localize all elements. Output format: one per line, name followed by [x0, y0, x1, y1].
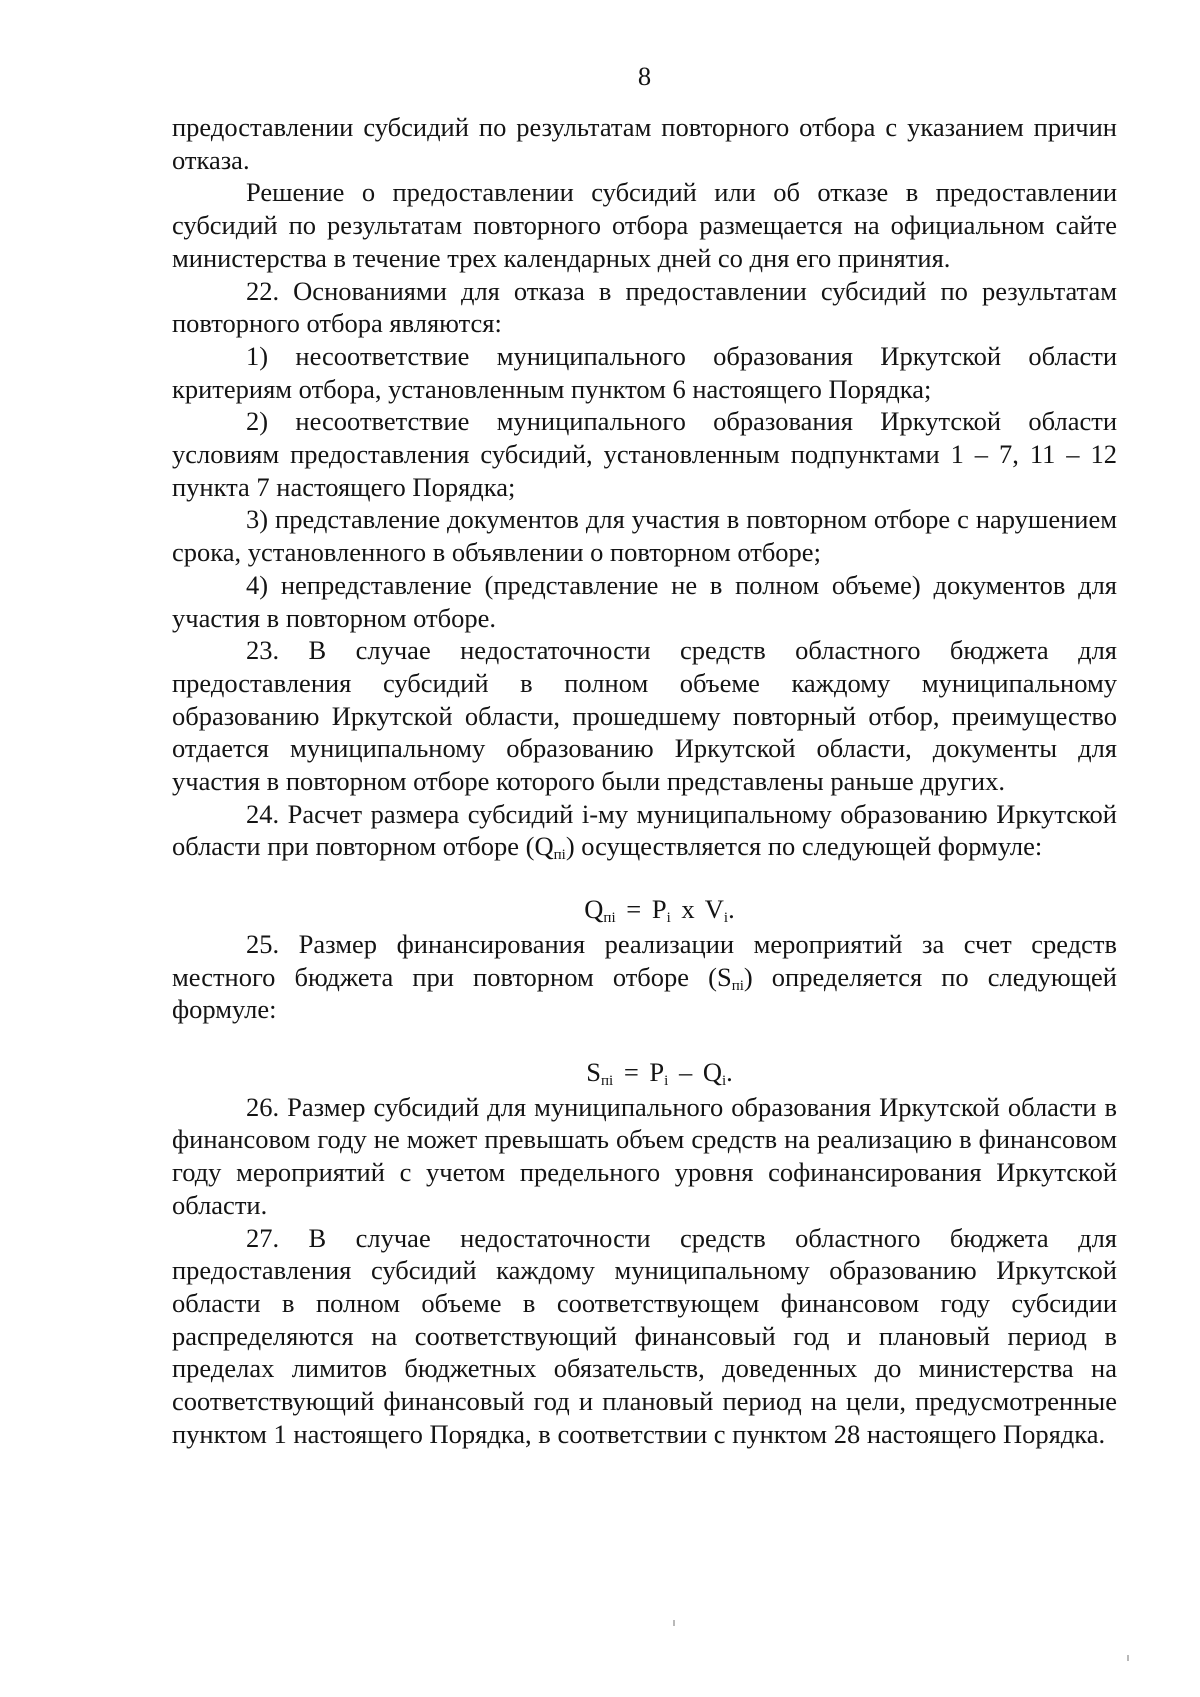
formula-q-v: V — [704, 894, 724, 925]
paragraph-26: 26. Размер субсидий для муниципального образования Иркутской области в финансовом году не может превышать объем средств на реализацию в финансовом году мероприятий с учетом предельного уровня софинансирования Иркутской области. — [172, 1091, 1117, 1220]
formula-s-end: . — [726, 1056, 733, 1087]
paragraph-25 — [172, 928, 1117, 1026]
paragraph-27: 27. В случае недостаточности средств областного бюджета для предоставления субсидий каждому муниципальному образованию Иркутской области в полном объеме в соответствующем финансовом году субсидии распределяются на соответствующий финансовый год и плановый период в пределах лимитов бюджетных обязательств, доведенных до министерства на соответствующий финансовый год и плановый период на цели, предусмотренные пунктом 1 настоящего Порядка, в соответствии с пунктом 28 настоящего Порядка. — [172, 1222, 1117, 1449]
formula-s-p: P — [649, 1056, 665, 1087]
paragraph-24-text-a: 24. Расчет размера субсидий i-му муниципальному образованию Иркутской области при повторном отборе (Q — [172, 798, 1117, 862]
formula-s-p-sub: i — [664, 1072, 669, 1089]
formula-q-v-sub: i — [723, 910, 729, 927]
page-number: 8 — [637, 61, 652, 91]
paragraph-23: 23. В случае недостаточности средств областного бюджета для предоставления субсидий в полном объеме каждому муниципальному образованию Иркутской области, прошедшему повторный отбор, преимущество отдается муниципальному образованию Иркутской области, документы для участия в повторном отборе которого были представлены раньше других. — [172, 635, 1117, 797]
formula-q — [172, 893, 1117, 926]
formula-q-lhs: Q — [584, 894, 604, 925]
formula-q-p-sub: i — [666, 910, 671, 927]
paragraph-22-item-2: 2) несоответствие муниципального образования Иркутской области условиям предоставления субсидий, установленным подпунктами 1 – 7, 11 – 12 пункта 7 настоящего Порядка; — [172, 406, 1117, 502]
formula-q-lhs-sub: пi — [603, 910, 616, 927]
paragraph-decision: Решение о предоставлении субсидий или об отказе в предоставлении субсидий по результатам повторного отбора размещается на официальном сайте министерства в течение трех календарных дней со дня его принятия. — [172, 177, 1117, 273]
formula-q-times: x — [681, 894, 695, 925]
paragraph-22-item-4: 4) непредставление (представление не в полном объеме) документов для участия в повторном отборе. — [172, 569, 1117, 633]
paragraph-24 — [172, 798, 1117, 863]
paragraph-25-subscript: пi — [731, 977, 744, 994]
paragraph-24-text-b: ) осуществляется по следующей формуле: — [565, 831, 1043, 862]
formula-s-q-sub: i — [721, 1072, 727, 1089]
paragraph-25-text-a: 25. Размер финансирования реализации мероприятий за счет средств местного бюджета при повторном отборе (S — [172, 928, 1117, 992]
paragraph-22: 22. Основаниями для отказа в предоставлении субсидий по результатам повторного отбора являются: — [172, 275, 1117, 339]
scan-speck — [1127, 1655, 1129, 1661]
formula-q-end: . — [728, 894, 735, 925]
formula-s-q: Q — [702, 1056, 722, 1087]
paragraph-22-item-3: 3) представление документов для участия в повторном отборе с нарушением срока, установленного в объявлении о повторном отборе; — [172, 504, 1117, 568]
formula-s-lhs: S — [586, 1056, 601, 1087]
formula-s-minus: – — [678, 1056, 693, 1087]
scan-speck — [673, 1620, 675, 1626]
formula-q-equals: = — [626, 894, 642, 925]
formula-s-equals: = — [623, 1056, 639, 1087]
document-page — [172, 60, 1117, 1450]
paragraph-22-item-1: 1) несоответствие муниципального образования Иркутской области критериям отбора, установленным пунктом 6 настоящего Порядка; — [172, 340, 1117, 404]
formula-s-lhs-sub: пi — [600, 1072, 614, 1089]
formula-s — [172, 1056, 1117, 1089]
paragraph-24-subscript: пi — [553, 847, 566, 864]
paragraph-continuation: предоставлении субсидий по результатам повторного отбора с указанием причин отказа. — [172, 112, 1117, 175]
formula-q-p: P — [651, 894, 667, 925]
paragraph-25-text-b: ) определяется по следующей формуле: — [172, 961, 1117, 1025]
